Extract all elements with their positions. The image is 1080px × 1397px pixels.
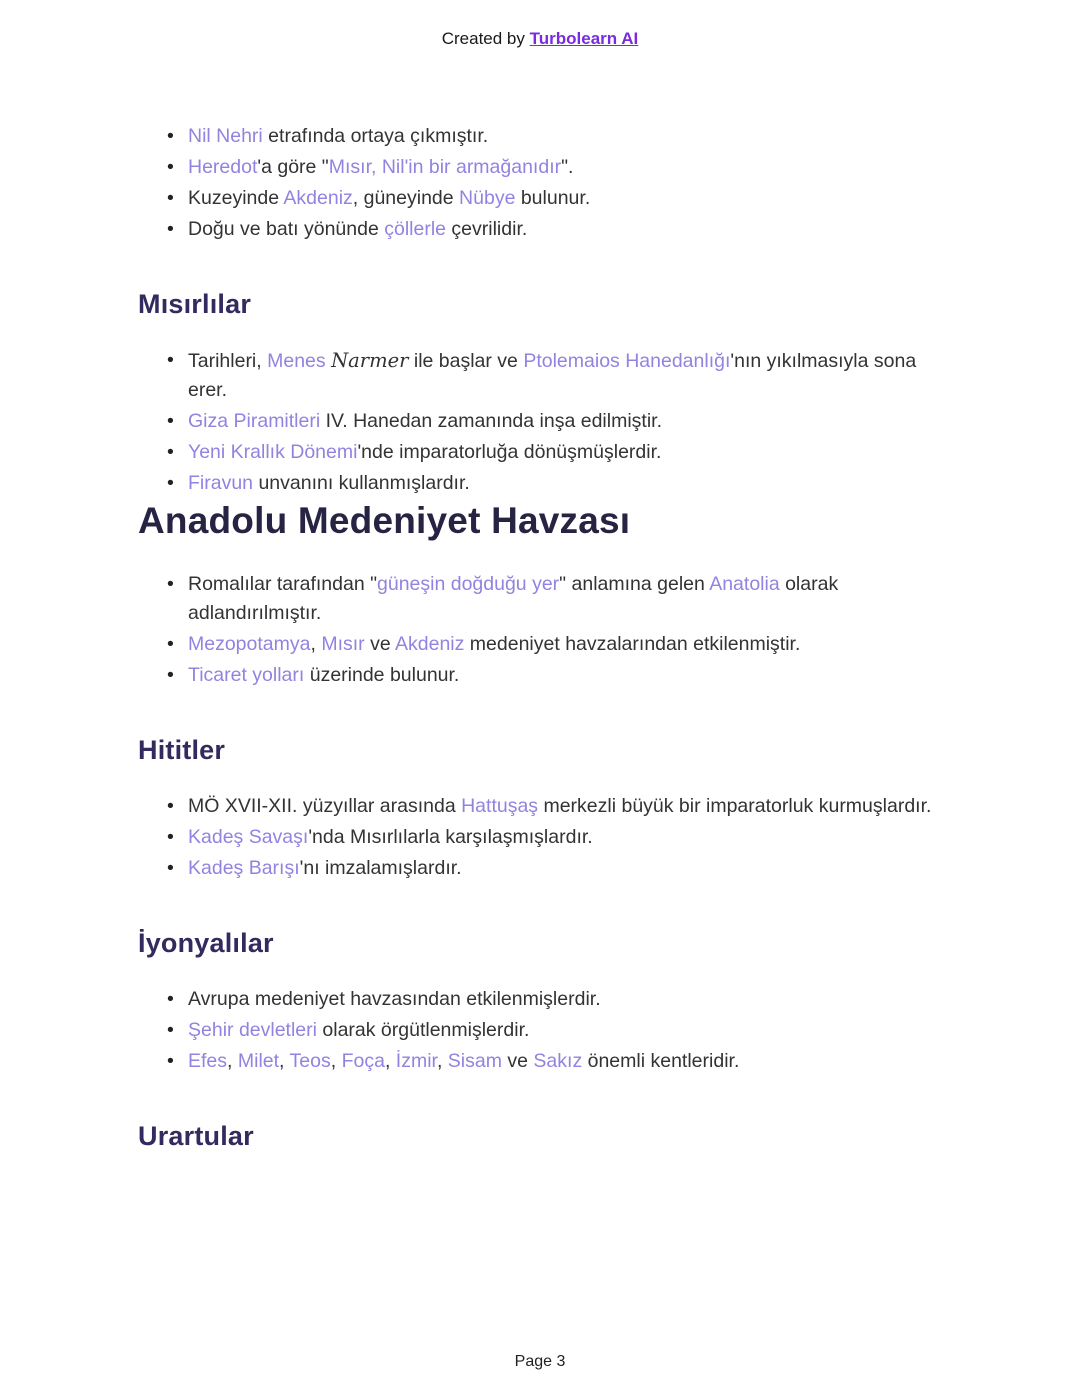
text-run: 'nde imparatorluğa dönüşmüşlerdir. <box>357 441 662 463</box>
section-heading-anadolu-medeniyet-havzas: Anadolu Medeniyet Havzası <box>138 500 631 541</box>
text-run: , <box>384 1050 396 1072</box>
text-run: 'nı imzalamışlardır. <box>299 857 462 879</box>
list-item <box>188 630 942 659</box>
italic-term: Narmer <box>331 349 409 372</box>
highlighted-term: Sakız <box>533 1050 583 1072</box>
section-heading-m-s-rl-lar: Mısırlılar <box>138 289 252 319</box>
text-run: ". <box>561 156 574 178</box>
text-run: 'nda Mısırlılarla karşılaşmışlardır. <box>308 826 593 848</box>
text-run: üzerinde bulunur. <box>304 664 460 686</box>
text-run: MÖ XVII-XII. yüzyıllar arasında <box>188 795 462 817</box>
text-run: olarak örgütlenmişlerdir. <box>316 1019 530 1041</box>
text-run: 'nın yıkılmasıyla sona erer. <box>188 350 917 401</box>
highlighted-term: Giza Piramitleri <box>188 410 321 432</box>
list-item <box>188 570 942 628</box>
text-run: IV. Hanedan zamanında inşa edilmiştir. <box>320 410 662 432</box>
list-item <box>188 346 942 405</box>
created-by-text: Created by <box>441 29 530 48</box>
highlighted-term: Teos <box>289 1050 331 1072</box>
text-run: , <box>279 1050 290 1072</box>
text-run: ve <box>364 633 396 655</box>
text-run: , <box>227 1050 238 1072</box>
text-run: unvanını kullanmışlardır. <box>253 472 470 494</box>
highlighted-term: Şehir devletleri <box>188 1019 317 1041</box>
text-run: ile başlar ve <box>408 350 524 372</box>
highlighted-term: Hattuşaş <box>461 795 539 817</box>
text-run: merkezli büyük bir imparatorluk kurmuşlardır. <box>538 795 932 817</box>
bullet-list <box>138 792 942 883</box>
list-item <box>188 985 942 1014</box>
turbolearn-link[interactable]: Turbolearn AI <box>529 29 639 48</box>
text-run: ve <box>501 1050 534 1072</box>
bullet-list <box>138 985 942 1076</box>
list-item <box>188 1047 942 1076</box>
page-number: Page 3 <box>514 1353 566 1370</box>
highlighted-term: Mezopotamya <box>188 633 311 655</box>
highlighted-term: Mısır <box>321 633 365 655</box>
text-run: olarak adlandırılmıştır. <box>188 573 839 624</box>
text-run: 'a göre " <box>257 156 329 178</box>
page-header <box>0 0 1080 50</box>
text-run: çevrilidir. <box>446 218 528 240</box>
list-item <box>188 823 942 852</box>
list-item <box>188 792 942 821</box>
highlighted-term: Ptolemaios Hanedanlığı <box>523 350 731 372</box>
highlighted-term: Milet <box>237 1050 280 1072</box>
text-run: Kuzeyinde <box>188 187 284 209</box>
list-item <box>188 438 942 467</box>
text-run: , <box>436 1050 448 1072</box>
list-item <box>188 854 942 883</box>
text-run: , <box>310 633 322 655</box>
bullet-list <box>138 346 942 498</box>
text-run: medeniyet havzalarından etkilenmiştir. <box>464 633 801 655</box>
text-run: , <box>330 1050 342 1072</box>
highlighted-term: Nübye <box>459 187 516 209</box>
highlighted-term: Foça <box>341 1050 385 1072</box>
text-run: önemli kentleridir. <box>582 1050 740 1072</box>
document-content <box>0 122 1080 1154</box>
text-run: Avrupa medeniyet havzasından etkilenmişlerdir. <box>188 988 601 1010</box>
text-run: " anlamına gelen <box>559 573 710 595</box>
list-item <box>188 122 942 151</box>
list-item <box>188 407 942 436</box>
highlighted-term: Sisam <box>447 1050 502 1072</box>
highlighted-term: İzmir <box>395 1050 437 1072</box>
highlighted-term: Mısır, Nil'in bir armağanıdır <box>328 156 562 178</box>
section-heading-urartular: Urartular <box>138 1121 254 1151</box>
text-run: bulunur. <box>515 187 591 209</box>
highlighted-term: Ticaret yolları <box>188 664 305 686</box>
highlighted-term: Kadeş Barışı <box>188 857 300 879</box>
list-item <box>188 1016 942 1045</box>
list-item <box>188 661 942 690</box>
highlighted-term: çöllerle <box>384 218 447 240</box>
section-heading-i-yonyal-lar: İyonyalılar <box>138 928 274 958</box>
highlighted-term: Nil Nehri <box>188 125 263 147</box>
highlighted-term: Akdeniz <box>283 187 353 209</box>
list-item <box>188 469 942 498</box>
list-item <box>188 153 942 182</box>
list-item <box>188 215 942 244</box>
bullet-list <box>138 122 942 244</box>
list-item <box>188 184 942 213</box>
text-run: etrafında ortaya çıkmıştır. <box>262 125 489 147</box>
highlighted-term: Heredot <box>188 156 258 178</box>
text-run: Tarihleri, <box>188 350 268 372</box>
page-footer <box>0 1351 1080 1373</box>
highlighted-term: Akdeniz <box>395 633 465 655</box>
highlighted-term: Efes <box>188 1050 228 1072</box>
text-run: Doğu ve batı yönünde <box>188 218 385 240</box>
highlighted-term: Anatolia <box>709 573 780 595</box>
text-run: , güneyinde <box>352 187 460 209</box>
highlighted-term: Menes <box>267 350 326 372</box>
section-heading-hititler: Hititler <box>138 735 226 765</box>
bullet-list <box>138 570 942 690</box>
highlighted-term: güneşin doğduğu yer <box>377 573 560 595</box>
highlighted-term: Kadeş Savaşı <box>188 826 309 848</box>
highlighted-term: Yeni Krallık Dönemi <box>188 441 358 463</box>
highlighted-term: Firavun <box>188 472 254 494</box>
text-run: Romalılar tarafından " <box>188 573 378 595</box>
